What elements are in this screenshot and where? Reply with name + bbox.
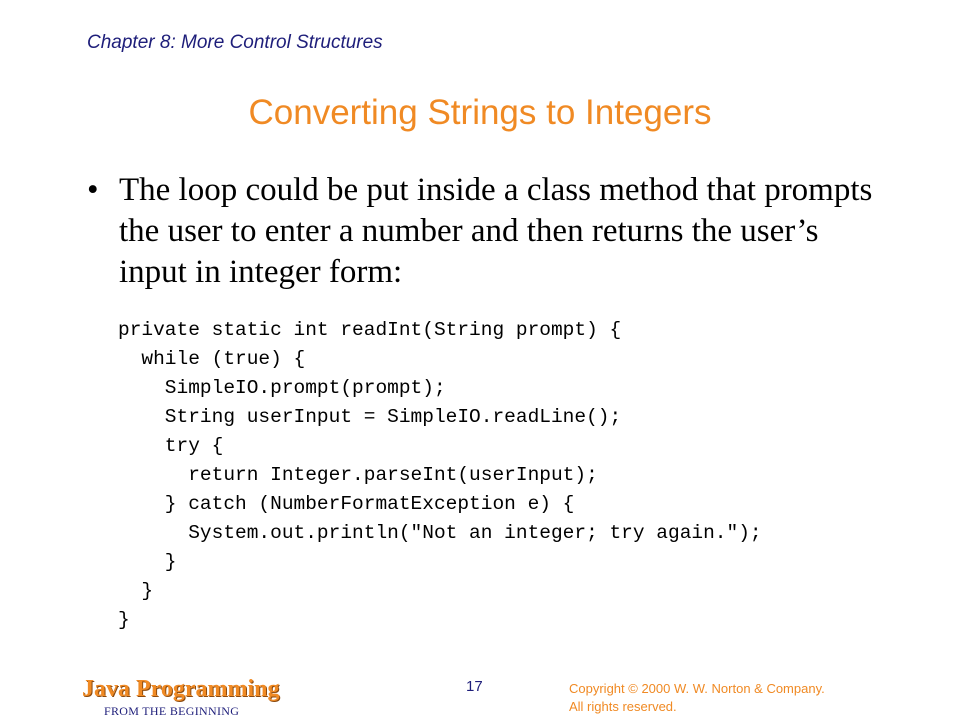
bullet-marker: •: [87, 172, 99, 208]
code-line: String userInput = SimpleIO.readLine();: [118, 406, 622, 428]
copyright-line-2: All rights reserved.: [569, 699, 677, 714]
page-number: 17: [466, 678, 483, 695]
slide-title: Converting Strings to Integers: [248, 93, 712, 132]
book-logo-subtitle: FROM THE BEGINNING: [104, 704, 240, 718]
code-line: }: [118, 551, 177, 573]
code-line: } catch (NumberFormatException e) {: [118, 493, 575, 515]
copyright-line-1: Copyright © 2000 W. W. Norton & Company.: [569, 681, 825, 696]
code-line: }: [118, 580, 154, 602]
code-block: [118, 316, 762, 635]
code-line: private static int readInt(String prompt) {: [118, 319, 622, 341]
bullet-text: The loop could be put inside a class method that prompts the user to enter a number and then returns the user’s input in integer form:: [119, 172, 873, 290]
code-line: SimpleIO.prompt(prompt);: [118, 377, 446, 399]
code-line: while (true) {: [118, 348, 306, 370]
code-line: }: [118, 609, 130, 631]
code-line: try {: [118, 435, 224, 457]
book-logo-title: Java Programming: [82, 676, 280, 702]
chapter-heading: Chapter 8: More Control Structures: [87, 32, 383, 53]
code-line: System.out.println("Not an integer; try again.");: [118, 522, 762, 544]
code-line: return Integer.parseInt(userInput);: [118, 464, 598, 486]
copyright-notice: [569, 680, 825, 716]
